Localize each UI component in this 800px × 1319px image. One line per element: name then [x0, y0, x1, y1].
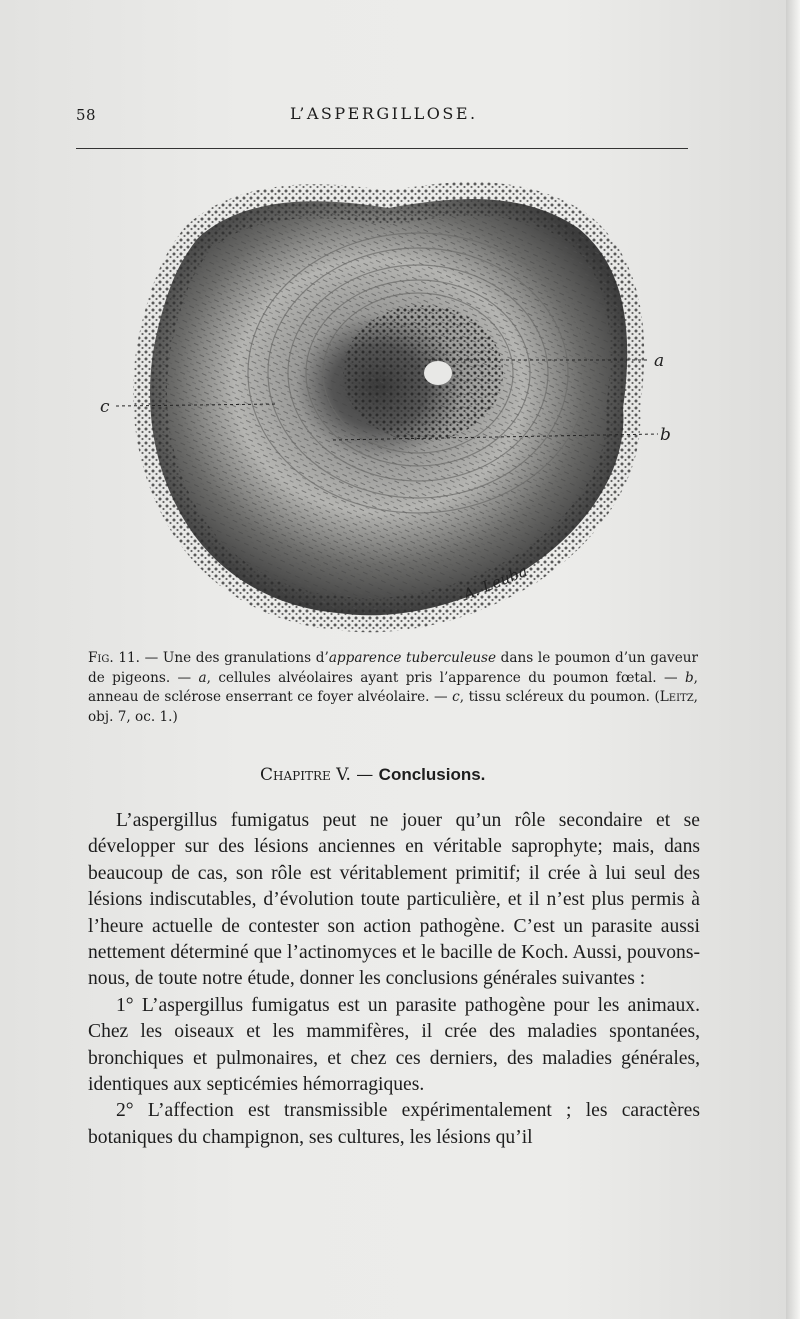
label-c: c	[100, 397, 110, 417]
caption-ref-a: a	[198, 669, 207, 686]
label-a: a	[654, 351, 665, 371]
paragraph: 2° L’affection est transmissible expérimentalement ; les caractères botaniques du champignon, ses cultures, les lésions qu’il	[88, 1100, 700, 1148]
caption-text: dans le poumon d’un gaveur de pigeons. —	[88, 650, 698, 686]
body-text	[88, 808, 700, 1151]
paragraph: L’aspergillus fumigatus peut ne jouer qu’un rôle secondaire et se développer sur des lésions anciennes en véritable saprophyte; mais, dans beaucoup de cas, son rôle est véritablement primitif; il crée à lui seul des lésions indiscutables, d’évolution toute particulière, et il n’est plus permis à l’heure actuelle de contester son action pathogène. C’est un parasite aussi nettement déterminé que l’actinomyces et le bacille de Koch. Aussi, pouvons-nous, de toute notre étude, donner les conclusions générales suivantes :	[88, 810, 700, 990]
caption-ref-c: c	[452, 689, 460, 705]
page-edge	[786, 0, 800, 1319]
paragraph: 1° L’aspergillus fumigatus est un parasite pathogène pour les animaux. Chez les oiseaux et les mammifères, il crée des maladies spontanées, bronchiques et pulmonaires, et chez ces derniers, des maladies générales, identiques aux septicémies hémorragiques.	[88, 994, 700, 1096]
caption-text: , anneau de sclérose enserrant ce foyer alvéolaire. —	[88, 669, 698, 705]
alveolar-focus	[343, 305, 503, 441]
page-number: 58	[76, 106, 97, 124]
caption-leitz: Leitz	[659, 689, 694, 705]
chapter-heading	[260, 765, 485, 785]
caption-text: , cellules alvéolaires ayant pris l’apparence du poumon fœtal. —	[206, 669, 685, 686]
caption-ref-b: b	[684, 669, 694, 686]
caption-text: , obj. 7, oc. 1.)	[88, 689, 698, 725]
label-b: b	[660, 425, 671, 445]
granulation-illustration	[88, 168, 700, 648]
figure-label: Fig. 11.	[88, 650, 140, 666]
caption-italic: apparence tuberculeuse	[328, 650, 497, 666]
running-title: L’ASPERGILLOSE.	[290, 104, 478, 123]
chapter-label: Chapitre V. —	[260, 765, 379, 785]
caption-text: , tissu scléreux du poumon. (	[459, 689, 660, 705]
figure-caption	[88, 649, 698, 727]
caption-text: — Une des granulations d’	[139, 650, 329, 666]
microscopy-figure	[88, 168, 700, 648]
artist-signature: A. Leuba	[460, 561, 531, 604]
header-rule	[76, 148, 688, 149]
chapter-title: Conclusions.	[378, 765, 486, 784]
